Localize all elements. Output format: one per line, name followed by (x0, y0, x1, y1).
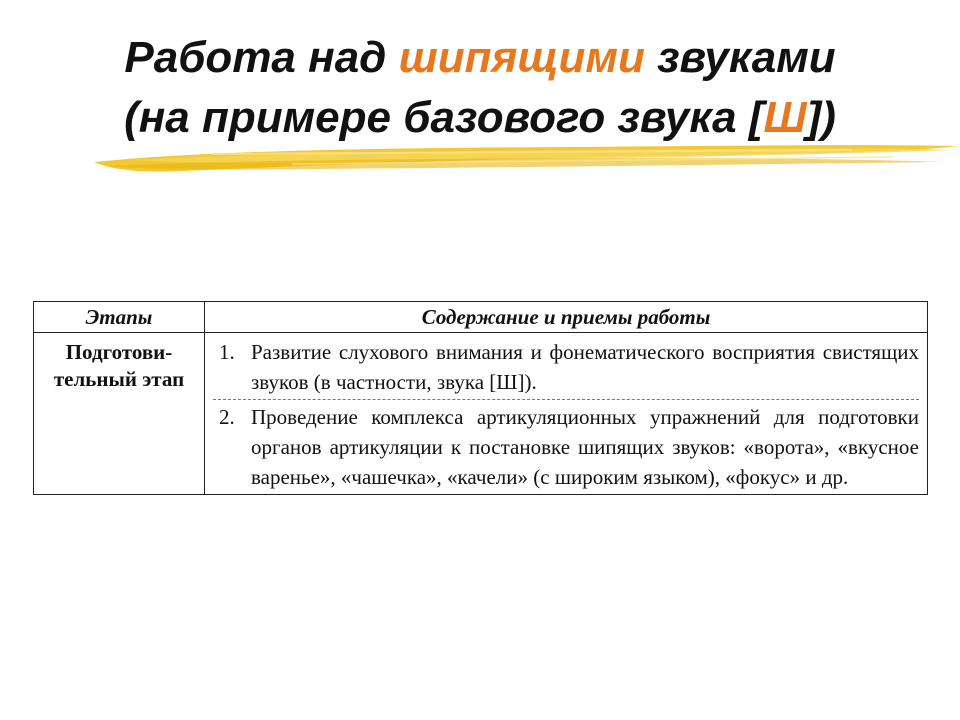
table-header-row (34, 302, 928, 333)
title-text: Работа над (124, 33, 399, 82)
title-accent-word: шипящими (398, 33, 645, 82)
list-item (213, 337, 919, 397)
title-text: (на примере базового звука [ (124, 93, 764, 142)
title-text: ]) (806, 93, 836, 142)
item-number: 2. (219, 405, 235, 429)
item-number: 1. (219, 340, 235, 364)
stages-table (33, 301, 928, 495)
slide-title (0, 28, 960, 148)
header-content: Содержание и приемы работы (205, 302, 928, 333)
list-item (213, 399, 919, 492)
item-text: Проведение комплекса артикуляционных упражнений для подготовки органов артикуляции к постановке шипящих звуков: «ворота», «вкусное варенье», «чашечка», «качели» (с широким языком), «фокус» и др. (251, 405, 919, 489)
title-text: звуками (644, 33, 836, 82)
stage-name: Подготови-тельный этап (34, 333, 205, 495)
table-row (34, 333, 928, 495)
title-line-2 (0, 88, 960, 148)
header-stage: Этапы (34, 302, 205, 333)
stage-content (205, 333, 928, 495)
title-line-1 (0, 28, 960, 88)
item-text: Развитие слухового внимания и фонематического восприятия свистящих звуков (в частности, звука [Ш]). (251, 340, 919, 394)
title-accent-letter: Ш (763, 93, 807, 142)
